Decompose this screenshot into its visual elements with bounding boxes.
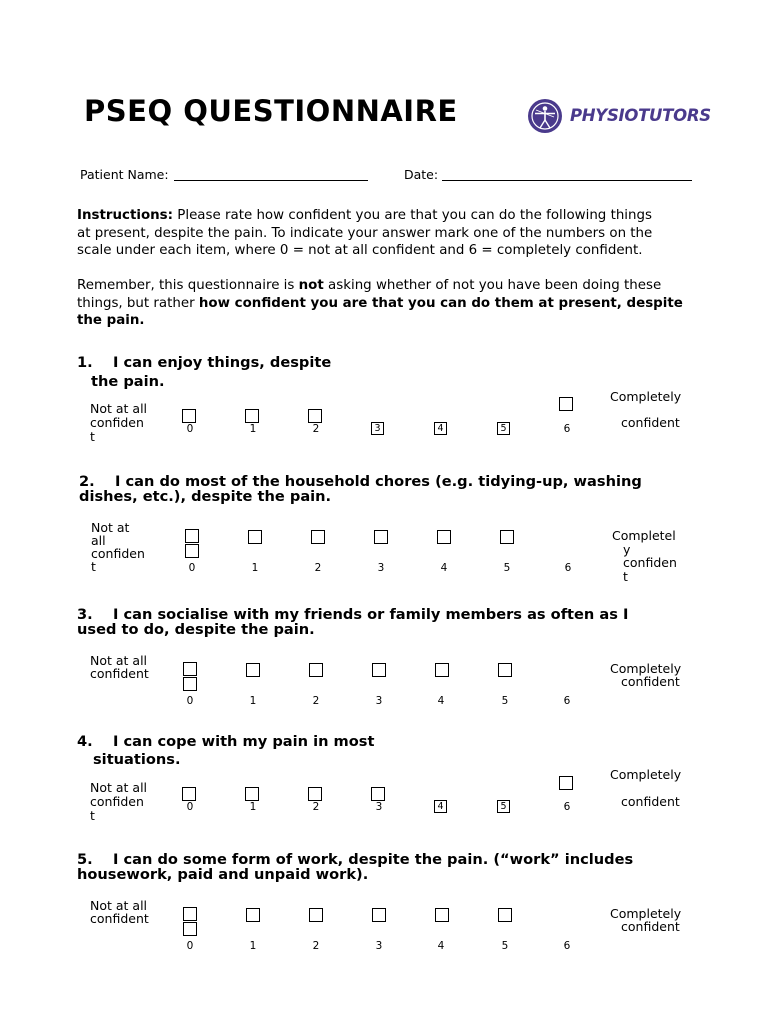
completely-confident-label <box>610 662 681 688</box>
rating-checkbox-4[interactable] <box>437 530 451 544</box>
completely-confident-label <box>610 390 681 430</box>
question-number: 5. <box>77 851 93 868</box>
rating-number: 1 <box>249 423 257 435</box>
rating-number: 2 <box>314 562 322 574</box>
label-line: confident <box>90 666 149 681</box>
rating-number: 1 <box>251 562 259 574</box>
instructions-line: scale under each item, where 0 = not at all confident and 6 = completely confident. <box>77 243 643 258</box>
rating-checkbox-5[interactable]: 5 <box>497 422 510 435</box>
remember-text: Remember, this questionnaire is <box>77 278 299 293</box>
question-text: I can do most of the household chores (e.g. tidying-up, washing <box>115 473 642 490</box>
label-line: Not at all <box>90 653 148 668</box>
rating-checkbox-1[interactable] <box>248 530 262 544</box>
not-confident-label <box>90 899 149 925</box>
question-number: 1. <box>77 354 93 371</box>
label-line: Not at all <box>90 898 148 913</box>
label-line: all <box>91 533 106 548</box>
rating-number: 1 <box>249 940 257 952</box>
label-line: Completel <box>612 528 676 543</box>
patient-name-field[interactable] <box>174 180 368 181</box>
question-text: I can enjoy things, despite <box>113 354 332 371</box>
rating-checkbox-3[interactable] <box>374 530 388 544</box>
logo-text: PHYSIOTUTORS <box>570 106 711 125</box>
rating-checkbox-4[interactable]: 4 <box>434 800 447 813</box>
rating-checkbox-5[interactable] <box>498 908 512 922</box>
remember-text: asking whether of not you have been doing these <box>323 278 662 293</box>
label-line: y <box>623 541 631 557</box>
rating-checkbox-5[interactable]: 5 <box>497 800 510 813</box>
rating-number: 3 <box>375 801 383 813</box>
rating-number: 6 <box>563 695 571 707</box>
question-text: situations. <box>93 751 181 768</box>
rating-number: 4 <box>437 695 445 707</box>
instructions-paragraph <box>77 207 687 260</box>
rating-checkbox-2[interactable] <box>309 663 323 677</box>
rating-checkbox-2[interactable] <box>308 409 322 423</box>
question-text: I can do some form of work, despite the pain. (“work” includes <box>113 851 634 868</box>
rating-checkbox-3[interactable] <box>371 787 385 801</box>
rating-number: 6 <box>563 801 571 813</box>
not-confident-label <box>90 781 147 823</box>
question-number: 2. <box>79 473 95 490</box>
label-line: Not at all <box>90 401 148 416</box>
rating-number: 2 <box>312 940 320 952</box>
label-line: Completely <box>610 767 682 782</box>
remember-emphasis: how confident you are that you can do them at present, despite <box>198 295 683 311</box>
label-line: Completely <box>610 389 682 404</box>
question-text: I can cope with my pain in most <box>113 733 375 750</box>
rating-number: 4 <box>437 940 445 952</box>
rating-number: 1 <box>249 695 257 707</box>
rating-number: 1 <box>249 801 257 813</box>
rating-checkbox-3[interactable] <box>372 908 386 922</box>
instructions-line: at present, despite the pain. To indicate your answer mark one of the numbers on the <box>77 225 653 241</box>
label-line: confident <box>621 674 680 689</box>
rating-number: 5 <box>501 940 509 952</box>
label-line: Not at <box>91 520 130 535</box>
label-line: Completely <box>610 906 682 921</box>
question-5 <box>77 852 633 882</box>
rating-checkbox-5[interactable] <box>498 663 512 677</box>
rating-number: 0 <box>186 423 194 435</box>
question-4 <box>77 734 374 767</box>
question-number: 3. <box>77 606 93 623</box>
rating-number: 0 <box>188 562 196 574</box>
rating-checkbox-0[interactable] <box>183 907 197 921</box>
label-line: confiden <box>91 546 145 561</box>
rating-checkbox-4[interactable]: 4 <box>434 422 447 435</box>
remember-text: things, but rather <box>77 295 199 311</box>
rating-number: 0 <box>186 940 194 952</box>
label-line: t <box>90 429 95 444</box>
rating-number: 3 <box>377 562 385 574</box>
instructions-line: Please rate how confident you are that you can do the following things <box>173 208 652 223</box>
question-1 <box>77 355 331 389</box>
rating-checkbox-0-alt[interactable] <box>185 544 199 558</box>
question-text: the pain. <box>91 373 165 390</box>
label-line: confident <box>621 794 680 809</box>
label-line: confident <box>621 919 680 934</box>
question-text: housework, paid and unpaid work). <box>77 866 369 883</box>
label-line: confident <box>90 911 149 926</box>
question-text: used to do, despite the pain. <box>77 621 315 638</box>
rating-number: 0 <box>186 801 194 813</box>
rating-number: 6 <box>563 423 571 435</box>
label-line: confiden <box>90 415 144 430</box>
page-title: PSEQ QUESTIONNAIRE <box>84 94 458 128</box>
rating-checkbox-3[interactable]: 3 <box>371 422 384 435</box>
not-confident-label <box>90 402 147 444</box>
rating-checkbox-6[interactable] <box>559 397 573 411</box>
label-line: confiden <box>90 794 144 809</box>
rating-checkbox-0-alt[interactable] <box>183 922 197 936</box>
rating-checkbox-1[interactable] <box>246 908 260 922</box>
rating-checkbox-2[interactable] <box>309 908 323 922</box>
label-line: Not at all <box>90 780 148 795</box>
label-line: Completely <box>610 661 682 676</box>
rating-number: 3 <box>375 695 383 707</box>
rating-number: 5 <box>501 695 509 707</box>
question-2 <box>79 474 642 504</box>
rating-checkbox-2[interactable] <box>308 787 322 801</box>
rating-checkbox-2[interactable] <box>311 530 325 544</box>
label-line: t <box>90 808 95 823</box>
rating-number: 6 <box>563 940 571 952</box>
date-label: Date: <box>404 167 439 182</box>
rating-number: 6 <box>564 562 572 574</box>
completely-confident-label <box>612 529 677 583</box>
vitruvian-man-icon <box>528 99 562 133</box>
rating-checkbox-0[interactable] <box>183 662 197 676</box>
rating-number: 2 <box>312 695 320 707</box>
label-line: confiden <box>623 555 677 570</box>
completely-confident-label <box>610 768 681 809</box>
rating-checkbox-3[interactable] <box>372 663 386 677</box>
rating-number: 5 <box>503 562 511 574</box>
question-number: 4. <box>77 733 93 750</box>
rating-checkbox-1[interactable] <box>245 787 259 801</box>
rating-checkbox-1[interactable] <box>245 409 259 423</box>
rating-number: 0 <box>186 695 194 707</box>
rating-number: 2 <box>312 423 320 435</box>
patient-name-label: Patient Name: <box>80 167 169 182</box>
label-line: confident <box>621 415 680 430</box>
question-text: I can socialise with my friends or family members as often as I <box>113 606 629 623</box>
rating-checkbox-5[interactable] <box>500 530 514 544</box>
question-3 <box>77 607 628 637</box>
rating-checkbox-0[interactable] <box>185 529 199 543</box>
completely-confident-label <box>610 907 681 933</box>
rating-number: 3 <box>375 940 383 952</box>
remember-emphasis: the pain. <box>77 313 145 328</box>
rating-number: 2 <box>312 801 320 813</box>
rating-checkbox-0[interactable] <box>182 409 196 423</box>
rating-checkbox-4[interactable] <box>435 908 449 922</box>
instructions-lead: Instructions: <box>77 208 174 223</box>
physiotutors-logo <box>528 99 711 135</box>
remember-paragraph <box>77 277 687 330</box>
question-text: dishes, etc.), despite the pain. <box>79 488 332 505</box>
label-line: t <box>623 568 628 584</box>
rating-checkbox-1[interactable] <box>246 663 260 677</box>
date-field[interactable] <box>442 180 692 181</box>
label-line: t <box>91 559 96 574</box>
rating-number: 4 <box>440 562 448 574</box>
rating-checkbox-0[interactable] <box>182 787 196 801</box>
rating-checkbox-0-alt[interactable] <box>183 677 197 691</box>
not-confident-label <box>90 654 149 680</box>
not-confident-label <box>91 521 145 573</box>
remember-emphasis: not <box>298 278 324 293</box>
rating-checkbox-6[interactable] <box>559 776 573 790</box>
rating-checkbox-4[interactable] <box>435 663 449 677</box>
